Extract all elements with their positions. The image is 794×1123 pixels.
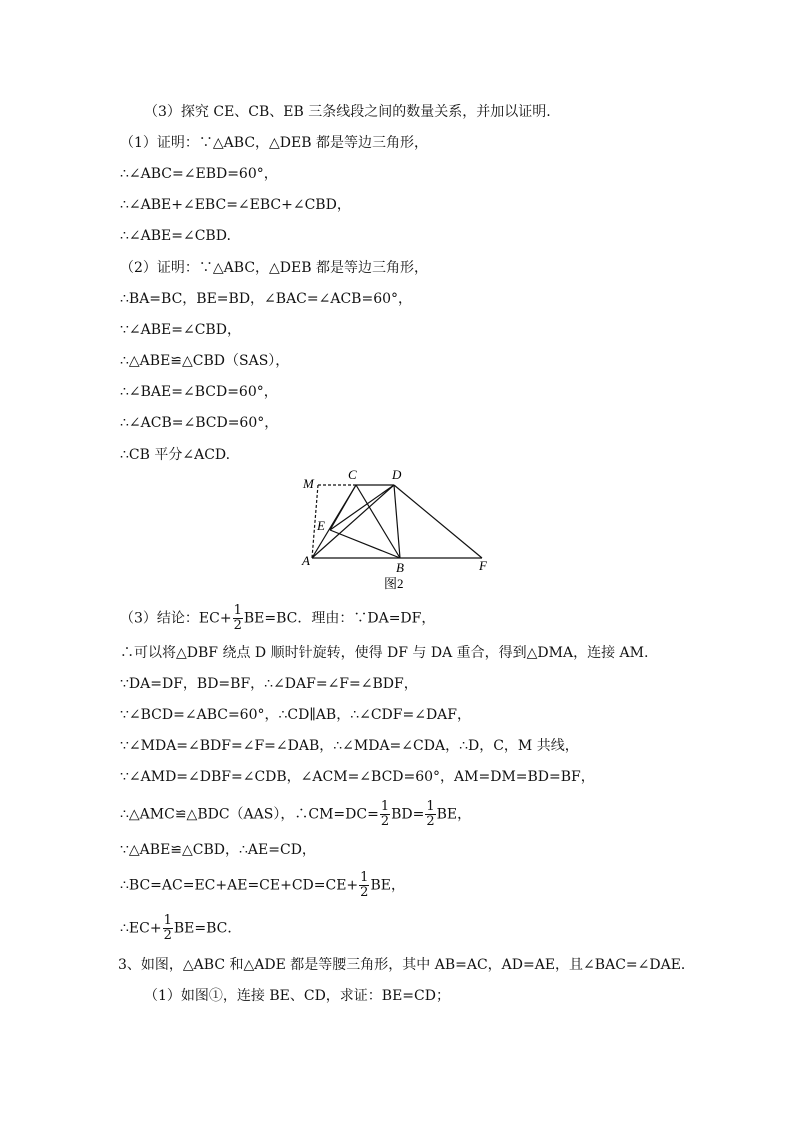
fraction-half: $\frac{1}{2}$ bbox=[233, 603, 242, 633]
segment-df bbox=[394, 485, 482, 558]
label-d: D bbox=[392, 467, 402, 482]
label-f: F bbox=[479, 558, 487, 573]
proof2-line6: ∴∠ACB=∠BCD=60°， bbox=[120, 415, 279, 431]
fraction-half: $\frac{1}{2}$ bbox=[380, 799, 390, 829]
label-e: E bbox=[317, 518, 325, 533]
proof3-line8: ∵△ABE≌△CBD，∴AE=CD， bbox=[120, 842, 316, 858]
question3-part1: （1）如图①，连接 BE、CD，求证：BE=CD； bbox=[144, 988, 450, 1004]
proof3-line9: ∴BC=AC=EC+AE=CE+CD=CE+ $\frac{1}{2}$ BE， bbox=[120, 870, 405, 900]
proof3-line4: ∵∠BCD=∠ABC=60°，∴CD∥AB，∴∠CDF=∠DAF， bbox=[120, 707, 472, 723]
fraction-half: $\frac{1}{2}$ bbox=[163, 913, 172, 943]
question3-statement: 3、如图，△ABC 和△ADE 都是等腰三角形，其中 AB=AC，AD=AE，且∠BAC=∠DAE． bbox=[118, 957, 695, 973]
proof1-line1: （1）证明：∵△ABC，△DEB 都是等边三角形， bbox=[120, 135, 428, 151]
proof1-line2: ∴∠ABC=∠EBD=60°， bbox=[120, 166, 278, 182]
label-m: M bbox=[303, 476, 314, 491]
segment-db bbox=[394, 485, 400, 558]
proof2-line5: ∴∠BAE=∠BCD=60°， bbox=[120, 384, 278, 400]
proof2-line4: ∴△ABE≌△CBD（SAS）， bbox=[120, 353, 290, 369]
proof3-line3: ∵DA=DF，BD=BF，∴∠DAF=∠F=∠BDF， bbox=[120, 676, 418, 692]
fraction-half: $\frac{1}{2}$ bbox=[360, 870, 369, 900]
proof2-line3: ∵∠ABE=∠CBD， bbox=[120, 322, 241, 338]
label-c: C bbox=[348, 467, 357, 482]
fraction-half: $\frac{1}{2}$ bbox=[426, 799, 435, 829]
segment-ed bbox=[330, 485, 394, 530]
segment-ec bbox=[330, 485, 356, 530]
proof2-line2: ∴BA=BC，BE=BD，∠BAC=∠ACB=60°， bbox=[120, 291, 413, 307]
label-a: A bbox=[302, 553, 310, 568]
segment-eb bbox=[330, 530, 400, 558]
proof1-line4: ∴∠ABE=∠CBD. bbox=[120, 228, 231, 244]
proof3-line6: ∵∠AMD=∠DBF=∠CDB，∠ACM=∠BCD=60°，AM=DM=BD=BF， bbox=[120, 769, 595, 785]
proof1-line3: ∴∠ABE+∠EBC=∠EBC+∠CBD， bbox=[120, 197, 351, 213]
proof3-line5: ∵∠MDA=∠BDF=∠F=∠DAB，∴∠MDA=∠CDA，∴D，C，M 共线， bbox=[120, 738, 579, 754]
part3-question: （3）探究 CE、CB、EB 三条线段之间的数量关系，并加以证明. bbox=[144, 104, 551, 120]
proof2-line1: （2）证明：∵△ABC，△DEB 都是等边三角形， bbox=[120, 260, 428, 276]
proof3-line10: ∴EC+ $\frac{1}{2}$ BE=BC． bbox=[120, 913, 242, 943]
label-b: B bbox=[396, 560, 404, 575]
proof3-line1: （3）结论：EC+ $\frac{1}{2}$ BE=BC．理由：∵DA=DF， bbox=[120, 603, 436, 633]
proof3-line7: ∴△AMC≌△BDC（AAS），∴CM=DC= $\frac{1}{2}$ BD= $\frac{1}{2}$ BE， bbox=[120, 799, 472, 829]
proof3-line2: ∴可以将△DBF 绕点 D 顺时针旋转，使得 DF 与 DA 重合，得到△DMA，连接 AM. bbox=[120, 645, 649, 661]
proof2-line7: ∴CB 平分∠ACD. bbox=[120, 447, 231, 463]
figure-caption: 图2 bbox=[384, 576, 404, 591]
geometry-figure bbox=[296, 466, 496, 592]
